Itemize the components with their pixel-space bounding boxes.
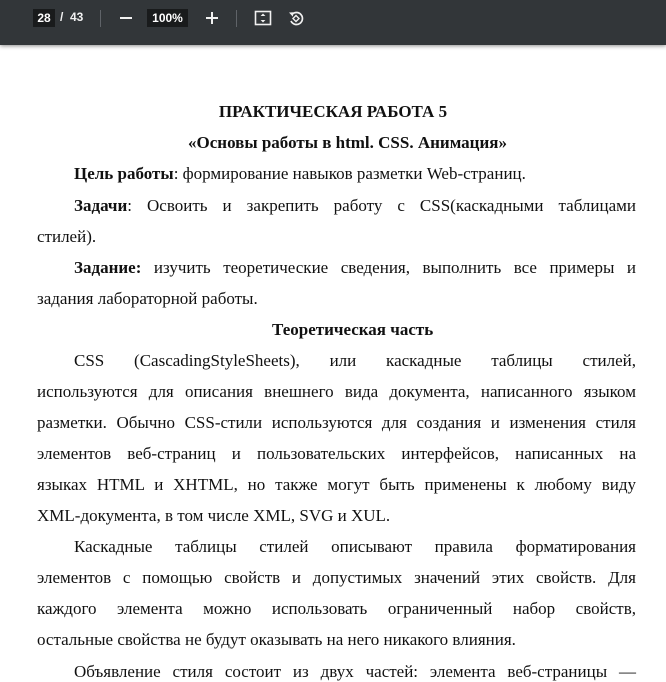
page-separator: / (60, 10, 64, 24)
paragraph-line: каждого элемента можно использовать ограниченный набор свойств, (37, 599, 636, 618)
paragraph-line: разметки. Обычно CSS-стили используются для создания и изменения стиля (37, 413, 636, 432)
paragraph-line: остальные свойства не будут оказывать на него никакого влияния. (37, 630, 516, 649)
paragraph-line: Объявление стиля состоит из двух частей: элемента веб-страницы — (74, 662, 636, 681)
goal-label: Цель работы (74, 164, 174, 183)
total-pages: 43 (70, 10, 84, 24)
goal-line (74, 164, 526, 184)
tasks-text: : Освоить и закрепить работу с CSS(каскадными таблицами (127, 196, 636, 215)
zoom-in-button[interactable] (203, 9, 221, 27)
tasks-line-2: стилей). (37, 227, 97, 246)
paragraph-line: используются для описания внешнего вида документа, написанного языком (37, 382, 636, 401)
goal-text: : формирование навыков разметки Web-страниц. (173, 164, 526, 183)
rotate-button[interactable] (286, 8, 306, 28)
tasks-label: Задачи (74, 196, 128, 215)
assignment-line-1 (74, 258, 636, 278)
paragraph-line: XML-документа, в том числе XML, SVG и XUL. (37, 506, 391, 525)
page-number-input[interactable] (33, 9, 55, 27)
zoom-input[interactable] (147, 9, 188, 27)
toolbar-divider (236, 10, 237, 27)
assignment-text: изучить теоретические сведения, выполнить все примеры и (141, 258, 636, 277)
pdf-toolbar (0, 0, 666, 45)
paragraph-line: элементов с помощью свойств и допустимых значений этих свойств. Для (37, 568, 636, 587)
assignment-label: Задание: (74, 258, 142, 277)
paragraph-line: элементов веб-страниц и пользовательских интерфейсов, написанных на (37, 444, 636, 463)
document-page (0, 45, 666, 681)
theory-heading: Теоретическая часть (272, 320, 434, 339)
fit-page-button[interactable] (253, 8, 273, 28)
document-title: ПРАКТИЧЕСКАЯ РАБОТА 5 (218, 102, 448, 121)
fit-page-icon (253, 8, 273, 28)
toolbar-divider (100, 10, 101, 27)
paragraph-line: Каскадные таблицы стилей описывают правила форматирования (74, 537, 636, 556)
paragraph-line: CSS (CascadingStyleSheets), или каскадные таблицы стилей, (74, 351, 636, 370)
assignment-line-2: задания лабораторной работы. (37, 289, 258, 308)
tasks-line-1 (74, 196, 636, 216)
document-subtitle: «Основы работы в html. CSS. Анимация» (188, 133, 507, 152)
zoom-out-button[interactable] (117, 9, 135, 27)
rotate-icon (286, 8, 306, 28)
paragraph-line: языках HTML и XHTML, но также могут быть применены к любому виду (37, 475, 636, 494)
